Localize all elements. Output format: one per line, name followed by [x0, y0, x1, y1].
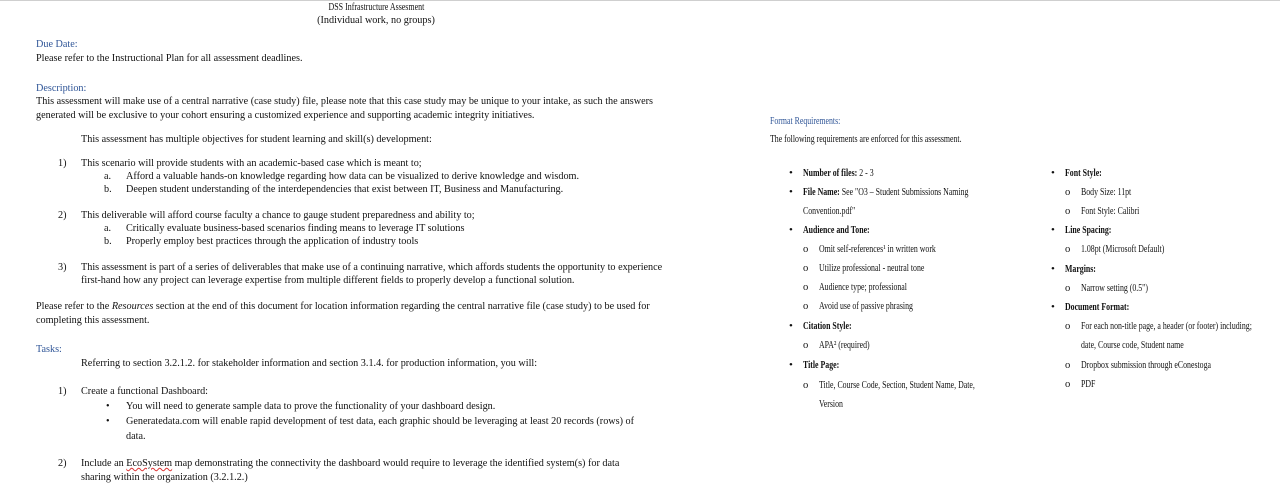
objective-2-number: 2): [58, 210, 67, 221]
objective-2a-text: Critically evaluate business-based scenarios finding means to leverage IT solutions: [126, 223, 465, 234]
objective-1b-mark: b.: [104, 184, 112, 195]
req-title-item-1: o Title, Course Code, Section, Student Name, Date,: [819, 376, 1030, 395]
req-line-spacing: • Line Spacing:: [1065, 221, 1128, 240]
resources-reference: Please refer to the Resources section at the end of this document for location information regarding the central narrative file (case study) to be used for: [36, 301, 650, 312]
description-line-1: This assessment will make use of a central narrative (case study) file, please note that this case study may be unique to your intake, as such the answers: [36, 96, 654, 107]
description-line-2: generated will be exclusive to your cohort ensuring a customized experience and supporting academic integrity initiatives.: [36, 110, 535, 121]
req-margins-item-1: o Narrow setting (0.5"): [1081, 279, 1172, 298]
objectives-intro: This assessment has multiple objectives for student learning and skill(s) development:: [81, 134, 432, 145]
objective-2a-mark: a.: [104, 223, 112, 234]
req-font-style: • Font Style:: [1065, 164, 1115, 183]
document-subtitle: (Individual work, no groups): [317, 15, 435, 26]
req-title-item-1-line-2: Version: [819, 399, 843, 410]
objective-1b-text: Deepen student understanding of the interdependencies that exist between IT, Business and Manufacturing.: [126, 184, 564, 195]
req-audience-item-2: o Utilize professional - neutral tone: [819, 259, 961, 278]
req-file-name-line-2: Convention.pdf": [803, 206, 856, 217]
req-audience-item-1: o Omit self-references¹ in written work: [819, 240, 977, 259]
document-title: DSS Infrastructure Assesment: [328, 2, 424, 13]
task-1-text: Create a functional Dashboard:: [81, 386, 209, 397]
req-file-name: • File Name: See "O3 – Student Submissions Naming: [803, 183, 1027, 202]
objective-1a-text: Afford a valuable hands-on knowledge regarding how data can be visualized to derive knowledge and wisdom.: [126, 171, 580, 182]
req-audience-item-3: o Audience type; professional: [819, 278, 938, 297]
spellcheck-flagged-word[interactable]: EcoSystem: [126, 458, 173, 469]
req-docfmt-item-1: o For each non-title page, a header (or footer) including;: [1081, 317, 1280, 336]
req-citation-item-1: o APA² (required): [819, 336, 887, 355]
resources-reference-line-2: completing this assessment.: [36, 315, 150, 326]
task-2-text: Include an EcoSystem map demonstrating the connectivity the dashboard would require to leverage the identified system(s) for data: [81, 458, 620, 469]
due-date-text: Please refer to the Instructional Plan for all assessment deadlines.: [36, 53, 303, 64]
objective-3-number: 3): [58, 262, 67, 273]
tasks-heading: Tasks:: [36, 344, 62, 355]
req-docfmt-item-1-line-2: date, Course code, Student name: [1081, 340, 1184, 351]
req-docfmt-item-3: o PDF: [1081, 375, 1100, 394]
objective-1-number: 1): [58, 158, 67, 169]
description-heading: Description:: [36, 83, 87, 94]
task-1-number: 1): [58, 386, 67, 397]
req-title-page: • Title Page:: [803, 356, 852, 375]
objective-2-text: This deliverable will afford course faculty a chance to gauge student preparedness and ability to;: [81, 210, 475, 221]
req-font-item-2: o Font Style: Calibri: [1081, 202, 1160, 221]
objective-2b-mark: b.: [104, 236, 112, 247]
req-audience-item-4: o Avoid use of passive phrasing: [819, 297, 946, 316]
objective-3-line-2: first-hand how any project can leverage expertise from multiple different fields to properly develop a functional solution.: [81, 275, 575, 286]
req-line-item-1: o 1.08pt (Microsoft Default): [1081, 240, 1194, 259]
req-document-format: • Document Format:: [1065, 298, 1152, 317]
req-margins: • Margins:: [1065, 260, 1107, 279]
req-number-of-files: • Number of files: 2 - 3: [803, 164, 898, 183]
req-citation-style: • Citation Style:: [803, 317, 869, 336]
tasks-intro: Referring to section 3.2.1.2. for stakeholder information and section 3.1.4. for production information, you will:: [81, 358, 538, 369]
objective-1a-mark: a.: [104, 171, 112, 182]
task-1-bullet-2-line-2: data.: [126, 431, 146, 442]
due-date-heading: Due Date:: [36, 39, 78, 50]
objective-1-text: This scenario will provide students with an academic-based case which is meant to;: [81, 158, 422, 169]
objective-3-line-1: This assessment is part of a series of deliverables that make use of a continuing narrative, which affords students the opportunity to experience: [81, 262, 663, 273]
format-heading: Format Requirements:: [770, 116, 841, 127]
task-1-bullet-1: • You will need to generate sample data to prove the functionality of your dashboard design.: [126, 400, 495, 413]
objective-2b-text: Properly employ best practices through the application of industry tools: [126, 236, 419, 247]
task-1-bullet-2: • Generatedata.com will enable rapid development of test data, each graphic should be leveraging at least 20 records (rows) of: [126, 415, 634, 428]
req-docfmt-item-2: o Dropbox submission through eConestoga: [1081, 356, 1257, 375]
req-audience-tone: • Audience and Tone:: [803, 221, 893, 240]
req-font-item-1: o Body Size: 11pt: [1081, 183, 1149, 202]
task-2-number: 2): [58, 458, 67, 469]
task-2-line-2: sharing within the organization (3.2.1.2.): [81, 472, 248, 483]
format-intro: The following requirements are enforced for this assessment.: [770, 134, 962, 145]
resources-emphasis: Resources: [111, 301, 154, 312]
